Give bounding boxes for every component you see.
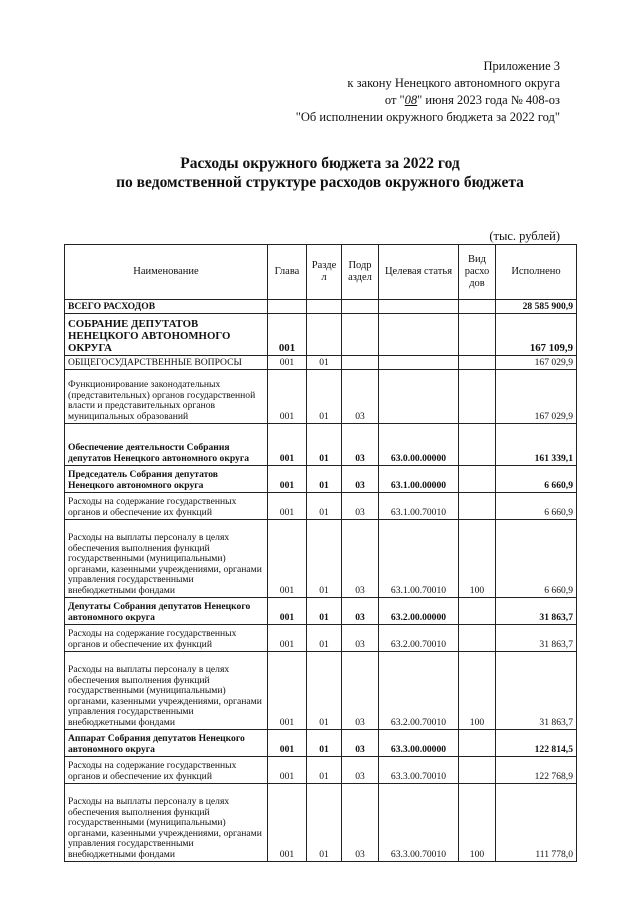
cell-statya: 63.3.00.00000 <box>379 730 459 757</box>
cell-vid <box>459 625 496 652</box>
cell-razdel <box>307 314 342 356</box>
table-row <box>65 370 577 424</box>
cell-glava: 001 <box>268 730 307 757</box>
cell-ispolneno: 122 768,9 <box>496 757 577 784</box>
cell-podrazdel <box>342 356 379 370</box>
cell-statya: 63.1.00.70010 <box>379 493 459 520</box>
cell-statya: 63.2.00.70010 <box>379 652 459 730</box>
table-row <box>65 784 577 862</box>
cell-name: ВСЕГО РАСХОДОВ <box>65 300 268 314</box>
cell-podrazdel <box>342 300 379 314</box>
cell-name: Расходы на содержание государственных органов и обеспечение их функций <box>65 493 268 520</box>
cell-vid <box>459 356 496 370</box>
header-ispolneno: Исполнено <box>496 245 577 300</box>
document-title <box>0 154 640 192</box>
cell-razdel: 01 <box>307 370 342 424</box>
header-podrazdel: Подр аздел <box>342 245 379 300</box>
cell-name: Аппарат Собрания депутатов Ненецкого автономного округа <box>65 730 268 757</box>
cell-glava: 001 <box>268 466 307 493</box>
cell-name: Расходы на содержание государственных органов и обеспечение их функций <box>65 625 268 652</box>
cell-razdel: 01 <box>307 424 342 466</box>
cell-glava: 001 <box>268 784 307 862</box>
cell-ispolneno: 167 029,9 <box>496 356 577 370</box>
cell-ispolneno: 167 109,9 <box>496 314 577 356</box>
table-header-row <box>65 245 577 300</box>
table-row <box>65 356 577 370</box>
cell-podrazdel: 03 <box>342 652 379 730</box>
cell-razdel: 01 <box>307 730 342 757</box>
cell-podrazdel: 03 <box>342 757 379 784</box>
cell-glava: 001 <box>268 598 307 625</box>
cell-glava: 001 <box>268 652 307 730</box>
cell-glava: 001 <box>268 520 307 598</box>
cell-statya <box>379 356 459 370</box>
table-row <box>65 493 577 520</box>
cell-ispolneno: 6 660,9 <box>496 520 577 598</box>
annex-law-ref: к закону Ненецкого автономного округа <box>347 76 560 90</box>
header-statya: Целевая статья <box>379 245 459 300</box>
table-row <box>65 466 577 493</box>
cell-ispolneno: 28 585 900,9 <box>496 300 577 314</box>
cell-glava <box>268 300 307 314</box>
cell-ispolneno: 167 029,9 <box>496 370 577 424</box>
cell-statya: 63.2.00.00000 <box>379 598 459 625</box>
header-razdel: Разде л <box>307 245 342 300</box>
cell-razdel: 01 <box>307 598 342 625</box>
cell-podrazdel: 03 <box>342 520 379 598</box>
cell-name: СОБРАНИЕ ДЕПУТАТОВ НЕНЕЦКОГО АВТОНОМНОГО ОКРУГА <box>65 314 268 356</box>
cell-podrazdel: 03 <box>342 784 379 862</box>
cell-razdel <box>307 300 342 314</box>
cell-vid: 100 <box>459 652 496 730</box>
cell-glava: 001 <box>268 424 307 466</box>
annex-number: Приложение 3 <box>483 59 560 73</box>
cell-podrazdel: 03 <box>342 730 379 757</box>
annex-date: от "08" июня 2023 года № 408-оз <box>384 93 560 107</box>
cell-statya: 63.1.00.00000 <box>379 466 459 493</box>
annex-header <box>296 58 560 126</box>
units-label: (тыс. рублей) <box>489 229 560 243</box>
cell-ispolneno: 122 814,5 <box>496 730 577 757</box>
cell-glava: 001 <box>268 625 307 652</box>
table-row <box>65 314 577 356</box>
cell-glava: 001 <box>268 370 307 424</box>
table-row <box>65 424 577 466</box>
cell-ispolneno: 6 660,9 <box>496 493 577 520</box>
table-row <box>65 520 577 598</box>
table-row <box>65 652 577 730</box>
cell-name: Расходы на выплаты персоналу в целях обеспечения выполнения функций государственными (муниципальными) органами, казенными учреждениями, органами управления государственными внебюджетными фондами <box>65 784 268 862</box>
cell-vid <box>459 370 496 424</box>
cell-statya: 63.2.00.70010 <box>379 625 459 652</box>
cell-statya <box>379 314 459 356</box>
cell-razdel: 01 <box>307 520 342 598</box>
annex-day: 08 <box>404 93 418 107</box>
cell-glava: 001 <box>268 493 307 520</box>
cell-name: Обеспечение деятельности Собрания депутатов Ненецкого автономного округа <box>65 424 268 466</box>
cell-glava: 001 <box>268 314 307 356</box>
annex-law-title: "Об исполнении окружного бюджета за 2022 год" <box>295 110 560 124</box>
cell-statya: 63.3.00.70010 <box>379 784 459 862</box>
table-row <box>65 598 577 625</box>
cell-name: Расходы на выплаты персоналу в целях обеспечения выполнения функций государственными (муниципальными) органами, казенными учреждениями, органами управления государственными внебюджетными фондами <box>65 520 268 598</box>
cell-razdel: 01 <box>307 356 342 370</box>
header-vid: Вид расхо дов <box>459 245 496 300</box>
cell-vid <box>459 424 496 466</box>
cell-podrazdel: 03 <box>342 598 379 625</box>
cell-ispolneno: 31 863,7 <box>496 652 577 730</box>
cell-vid <box>459 757 496 784</box>
cell-vid <box>459 598 496 625</box>
cell-razdel: 01 <box>307 652 342 730</box>
cell-ispolneno: 31 863,7 <box>496 625 577 652</box>
cell-statya <box>379 370 459 424</box>
cell-statya <box>379 300 459 314</box>
cell-name: Расходы на выплаты персоналу в целях обеспечения выполнения функций государственными (муниципальными) органами, казенными учреждениями, органами управления государственными внебюджетными фондами <box>65 652 268 730</box>
cell-statya: 63.3.00.70010 <box>379 757 459 784</box>
cell-podrazdel: 03 <box>342 424 379 466</box>
table-row <box>65 625 577 652</box>
cell-name: Расходы на содержание государственных органов и обеспечение их функций <box>65 757 268 784</box>
title-line-1: Расходы окружного бюджета за 2022 год <box>180 155 460 172</box>
cell-name: ОБЩЕГОСУДАРСТВЕННЫЕ ВОПРОСЫ <box>65 356 268 370</box>
cell-vid: 100 <box>459 784 496 862</box>
cell-ispolneno: 111 778,0 <box>496 784 577 862</box>
cell-ispolneno: 6 660,9 <box>496 466 577 493</box>
cell-statya: 63.1.00.70010 <box>379 520 459 598</box>
header-glava: Глава <box>268 245 307 300</box>
cell-podrazdel: 03 <box>342 493 379 520</box>
cell-glava: 001 <box>268 356 307 370</box>
cell-ispolneno: 161 339,1 <box>496 424 577 466</box>
cell-vid <box>459 314 496 356</box>
cell-razdel: 01 <box>307 625 342 652</box>
cell-razdel: 01 <box>307 466 342 493</box>
cell-vid <box>459 466 496 493</box>
cell-name: Депутаты Собрания депутатов Ненецкого автономного округа <box>65 598 268 625</box>
cell-name: Председатель Собрания депутатов Ненецкого автономного округа <box>65 466 268 493</box>
cell-glava: 001 <box>268 757 307 784</box>
cell-vid <box>459 493 496 520</box>
cell-statya: 63.0.00.00000 <box>379 424 459 466</box>
title-line-2: по ведомственной структуре расходов окружного бюджета <box>116 174 524 191</box>
cell-vid <box>459 300 496 314</box>
table-row <box>65 300 577 314</box>
cell-vid <box>459 730 496 757</box>
cell-podrazdel: 03 <box>342 370 379 424</box>
cell-podrazdel <box>342 314 379 356</box>
cell-name: Функционирование законодательных (представительных) органов государственной власти и представительных органов муниципальных образований <box>65 370 268 424</box>
table-row <box>65 730 577 757</box>
cell-vid: 100 <box>459 520 496 598</box>
cell-razdel: 01 <box>307 757 342 784</box>
cell-podrazdel: 03 <box>342 625 379 652</box>
cell-razdel: 01 <box>307 784 342 862</box>
budget-table <box>64 244 577 862</box>
cell-ispolneno: 31 863,7 <box>496 598 577 625</box>
cell-podrazdel: 03 <box>342 466 379 493</box>
cell-razdel: 01 <box>307 493 342 520</box>
table-row <box>65 757 577 784</box>
header-name: Наименование <box>65 245 268 300</box>
